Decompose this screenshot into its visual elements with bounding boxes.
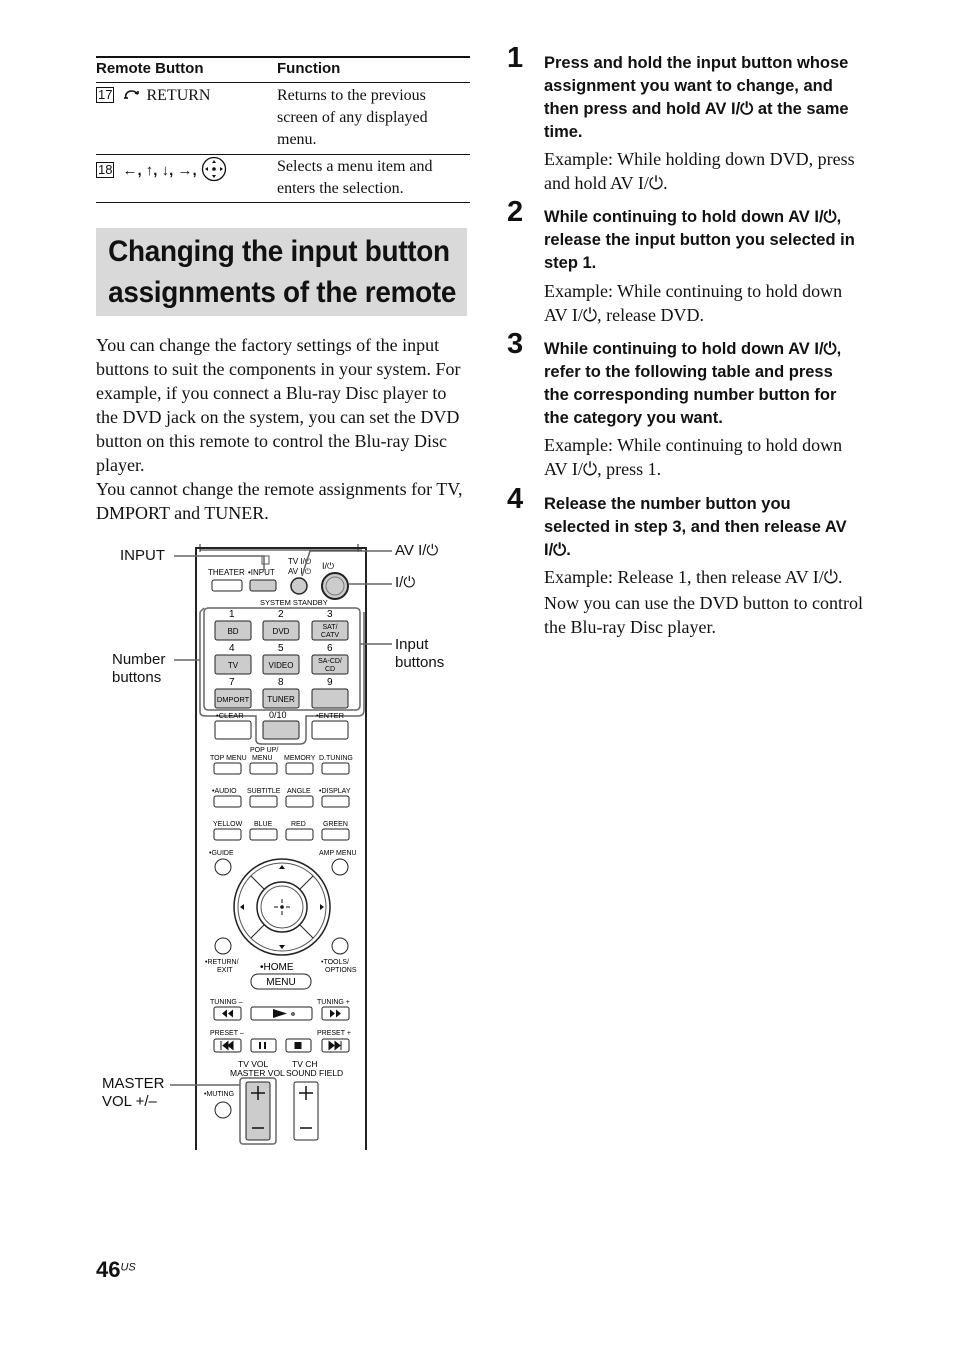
tv-vol-label: TV VOL bbox=[238, 1059, 269, 1069]
table-row bbox=[96, 85, 210, 107]
red-button bbox=[286, 829, 313, 840]
display-button bbox=[322, 796, 349, 807]
home-label: •HOME bbox=[260, 962, 294, 973]
angle-label: ANGLE bbox=[287, 788, 311, 795]
enter-button bbox=[312, 721, 348, 739]
num-6-label: 6 bbox=[327, 643, 333, 654]
num-7-label: 7 bbox=[229, 677, 235, 688]
intro-paragraph: You can change the factory settings of the input buttons to suit the components in your system. For example, if you connect a Blu-ray Disc player to the DVD jack on the system, you can set the DVD button on this remote to control the Blu-ray Disc player. bbox=[96, 335, 461, 475]
svg-text:OPTIONS: OPTIONS bbox=[325, 967, 357, 974]
svg-text:SAT/: SAT/ bbox=[322, 624, 338, 631]
display-label: •DISPLAY bbox=[319, 788, 351, 795]
step-number: 4 bbox=[507, 483, 524, 515]
table-bottom-rule bbox=[96, 202, 470, 203]
rewind-button bbox=[214, 1007, 241, 1020]
subtitle-label: SUBTITLE bbox=[247, 788, 281, 795]
step-number: 3 bbox=[507, 328, 524, 360]
green-button bbox=[322, 829, 349, 840]
svg-text:MENU: MENU bbox=[252, 755, 273, 762]
key-number: 18 bbox=[98, 162, 113, 177]
step-example: Example: While holding down DVD, press and hold AV I/⏻. bbox=[544, 149, 855, 193]
zero-ten-label: 0/10 bbox=[269, 710, 287, 720]
heading-line: assignments of the remote bbox=[108, 276, 457, 309]
step-example: Example: While continuing to hold down AV I/⏻, release DVD. bbox=[544, 281, 843, 325]
tv-power-label: TV I/⏻ bbox=[288, 557, 312, 566]
svg-text:EXIT: EXIT bbox=[217, 967, 233, 974]
theater-button bbox=[212, 580, 242, 591]
callout-number-buttons: Number buttons bbox=[112, 651, 166, 686]
button-name: RETURN bbox=[146, 87, 211, 104]
step-instruction: While continuing to hold down AV I/⏻, refer to the following table and press the corresponding number button for the category you want. bbox=[544, 340, 842, 427]
step-instruction: While continuing to hold down AV I/⏻, release the input button you selected in step 1. bbox=[544, 208, 855, 272]
zero-ten-button bbox=[263, 721, 299, 739]
power-label: I/⏻ bbox=[322, 561, 335, 571]
num-5-label: 5 bbox=[278, 643, 284, 654]
callout-av-power: AV I/⏻ bbox=[395, 542, 439, 559]
angle-button bbox=[286, 796, 313, 807]
heading-line: Changing the input button bbox=[108, 235, 450, 268]
step-example: Example: While continuing to hold down AV I/⏻, press 1. bbox=[544, 435, 843, 479]
num-3-label: 3 bbox=[327, 609, 333, 620]
top-menu-label: TOP MENU bbox=[210, 755, 247, 762]
num-9-label: 9 bbox=[327, 677, 333, 688]
num-1-label: 1 bbox=[229, 609, 235, 620]
top-menu-button bbox=[214, 763, 241, 774]
pause-button bbox=[251, 1039, 276, 1052]
arrow-keys: ←, ↑, ↓, →, bbox=[122, 162, 197, 179]
step-number: 2 bbox=[507, 196, 524, 228]
svg-text:DVD: DVD bbox=[272, 627, 290, 636]
preset-plus-label: PRESET + bbox=[317, 1030, 351, 1037]
fast-forward-button bbox=[322, 1007, 349, 1020]
svg-text:VIDEO: VIDEO bbox=[268, 661, 294, 670]
av-label: AV I/⏻ bbox=[288, 567, 312, 576]
red-label: RED bbox=[291, 821, 306, 828]
remote-diagram bbox=[96, 540, 476, 1150]
step-instruction: Press and hold the input button whose assignment you want to change, and then press and hold AV I/⏻ at the same time. bbox=[544, 54, 849, 141]
av-power-button bbox=[291, 578, 307, 594]
audio-button bbox=[214, 796, 241, 807]
tuning-plus-label: TUNING + bbox=[317, 999, 350, 1006]
theater-label: THEATER bbox=[208, 568, 245, 577]
audio-label: •AUDIO bbox=[212, 788, 237, 795]
popup-label: POP UP/ bbox=[250, 747, 279, 754]
enter-label: •ENTER bbox=[316, 711, 345, 720]
return-icon bbox=[122, 87, 142, 104]
memory-button bbox=[286, 763, 313, 774]
sound-field-label: SOUND FIELD bbox=[286, 1068, 344, 1078]
blue-label: BLUE bbox=[254, 821, 273, 828]
function-text: Returns to the previous screen of any displayed menu. bbox=[277, 87, 428, 148]
section-heading-box bbox=[96, 228, 467, 316]
clear-label: •CLEAR bbox=[216, 711, 244, 720]
tv-ch-label: TV CH bbox=[292, 1059, 318, 1069]
guide-label: •GUIDE bbox=[209, 850, 234, 857]
dtuning-button bbox=[322, 763, 349, 774]
page-number bbox=[96, 1257, 136, 1283]
memory-label: MEMORY bbox=[284, 755, 316, 762]
callout-master-vol: MASTER VOL +/– bbox=[102, 1075, 165, 1110]
yellow-button bbox=[214, 829, 241, 840]
table-header-button: Remote Button bbox=[96, 60, 204, 77]
input-button bbox=[250, 580, 276, 591]
blue-button bbox=[250, 829, 277, 840]
table-row bbox=[96, 156, 227, 182]
svg-text:SA-CD/: SA-CD/ bbox=[318, 658, 342, 665]
table-top-rule bbox=[96, 56, 470, 58]
num-9-button bbox=[312, 689, 348, 708]
subtitle-button bbox=[250, 796, 277, 807]
amp-menu-button bbox=[332, 859, 348, 875]
muting-button bbox=[215, 1102, 231, 1118]
return-label: •RETURN/ bbox=[205, 959, 239, 966]
system-standby-label: SYSTEM STANDBY bbox=[260, 598, 328, 607]
master-vol-label: MASTER VOL bbox=[230, 1068, 285, 1078]
section-heading bbox=[96, 228, 457, 313]
svg-text:TUNER: TUNER bbox=[267, 695, 295, 704]
dtuning-label: D.TUNING bbox=[319, 755, 353, 762]
input-label: •INPUT bbox=[248, 568, 275, 577]
step-example: Example: Release 1, then release AV I/⏻. Now you can use the DVD button to control the Blu-ray Disc player. bbox=[544, 567, 863, 637]
callout-input: INPUT bbox=[120, 547, 165, 564]
muting-label: •MUTING bbox=[204, 1091, 235, 1098]
amp-menu-label: AMP MENU bbox=[319, 850, 357, 857]
guide-button bbox=[215, 859, 231, 875]
svg-text:TV: TV bbox=[227, 661, 239, 670]
key-number: 17 bbox=[98, 87, 113, 102]
note-paragraph: You cannot change the remote assignments for TV, DMPORT and TUNER. bbox=[96, 479, 463, 523]
clear-button bbox=[215, 721, 251, 739]
table-header-function: Function bbox=[277, 60, 341, 77]
svg-text:DMPORT: DMPORT bbox=[216, 695, 250, 704]
svg-text:CATV: CATV bbox=[320, 632, 340, 639]
popup-menu-button bbox=[250, 763, 277, 774]
region-code: US bbox=[120, 1261, 136, 1274]
callout-input-buttons: Input buttons bbox=[395, 636, 445, 671]
enter-button-icon bbox=[201, 162, 227, 179]
callout-power: I/⏻ bbox=[395, 574, 416, 591]
step-instruction: Release the number button you selected in step 3, and then release AV I/⏻. bbox=[544, 495, 847, 559]
page-number-value: 46 bbox=[96, 1257, 121, 1282]
yellow-label: YELLOW bbox=[213, 821, 243, 828]
tools-label: •TOOLS/ bbox=[321, 959, 349, 966]
svg-text:BD: BD bbox=[227, 627, 239, 636]
return-button bbox=[215, 938, 231, 954]
av-power-callout-line bbox=[302, 551, 392, 576]
num-2-label: 2 bbox=[278, 609, 284, 620]
function-text: Selects a menu item and enters the selection. bbox=[277, 158, 433, 197]
tools-button bbox=[332, 938, 348, 954]
num-4-label: 4 bbox=[229, 643, 235, 654]
svg-text:CD: CD bbox=[324, 666, 336, 673]
preset-minus-label: PRESET – bbox=[210, 1030, 244, 1037]
svg-text:MENU: MENU bbox=[266, 977, 296, 988]
green-label: GREEN bbox=[323, 821, 348, 828]
table-header-rule bbox=[96, 82, 470, 83]
tuning-minus-label: TUNING – bbox=[210, 999, 243, 1006]
step-number: 1 bbox=[507, 42, 524, 74]
num-8-label: 8 bbox=[278, 677, 284, 688]
table-row-rule bbox=[96, 154, 470, 155]
